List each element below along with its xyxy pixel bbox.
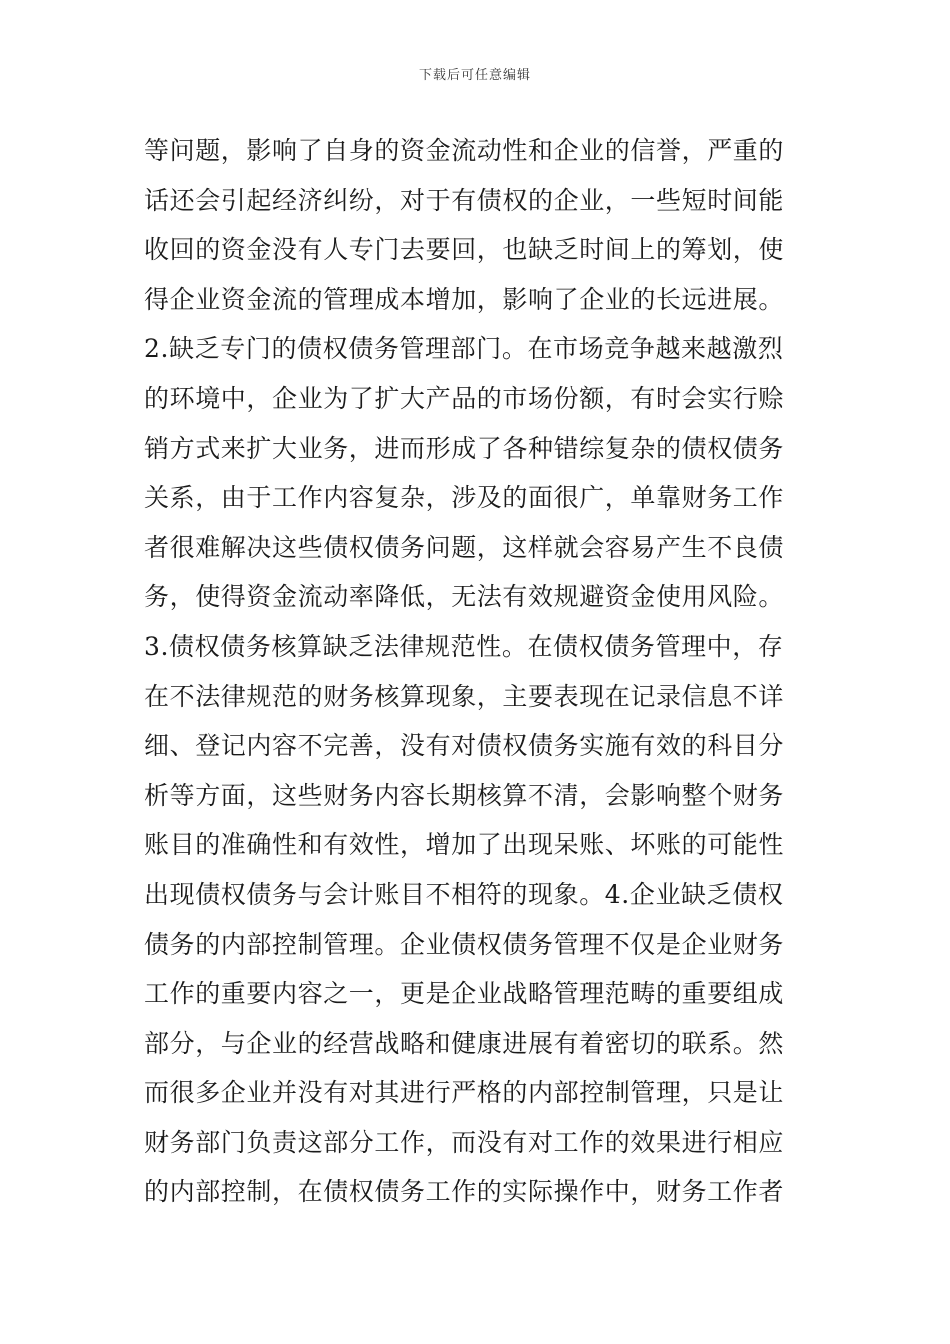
text-line: 在不法律规范的财务核算现象，主要表现在记录信息不详 [144, 681, 785, 711]
text-line: 账目的准确性和有效性，增加了出现呆账、坏账的可能性 [144, 830, 785, 860]
text-line: 者很难解决这些债权债务问题，这样就会容易产生不良债 [144, 532, 785, 562]
text-line: 务，使得资金流动率降低，无法有效规避资金使用风险。 [144, 582, 785, 612]
document-body [144, 126, 810, 1217]
text-line: 得企业资金流的管理成本增加，影响了企业的长远进展。 [144, 284, 785, 314]
text-line: 出现债权债务与会计账目不相符的现象。4.企业缺乏债权 [144, 879, 784, 909]
text-line: 财务部门负责这部分工作，而没有对工作的效果进行相应 [144, 1127, 785, 1157]
text-line: 关系，由于工作内容复杂，涉及的面很广，单靠财务工作 [144, 483, 785, 513]
text-line: 收回的资金没有人专门去要回，也缺乏时间上的筹划，使 [144, 235, 785, 265]
text-line: 债务的内部控制管理。企业债权债务管理不仅是企业财务 [144, 929, 785, 959]
text-line: 2.缺乏专门的债权债务管理部门。在市场竞争越来越激烈 [144, 334, 784, 364]
page-header: 下载后可任意编辑 [418, 68, 531, 83]
text-line: 等问题，影响了自身的资金流动性和企业的信誉，严重的 [144, 136, 785, 165]
text-line: 工作的重要内容之一，更是企业战略管理范畴的重要组成 [144, 979, 785, 1009]
text-line: 的环境中，企业为了扩大产品的市场份额，有时会实行赊 [144, 383, 785, 413]
text-line: 的内部控制，在债权债务工作的实际操作中，财务工作者 [144, 1177, 785, 1207]
text-line: 3.债权债务核算缺乏法律规范性。在债权债务管理中，存 [144, 631, 784, 661]
text-line: 销方式来扩大业务，进而形成了各种错综复杂的债权债务 [144, 433, 785, 463]
text-line: 部分，与企业的经营战略和健康进展有着密切的联系。然 [144, 1028, 785, 1058]
text-line: 细、登记内容不完善，没有对债权债务实施有效的科目分 [144, 731, 785, 761]
text-line: 话还会引起经济纠纷，对于有债权的企业，一些短时间能 [144, 185, 785, 215]
text-line: 析等方面，这些财务内容长期核算不清，会影响整个财务 [144, 780, 785, 810]
text-line: 而很多企业并没有对其进行严格的内部控制管理，只是让 [144, 1078, 785, 1108]
